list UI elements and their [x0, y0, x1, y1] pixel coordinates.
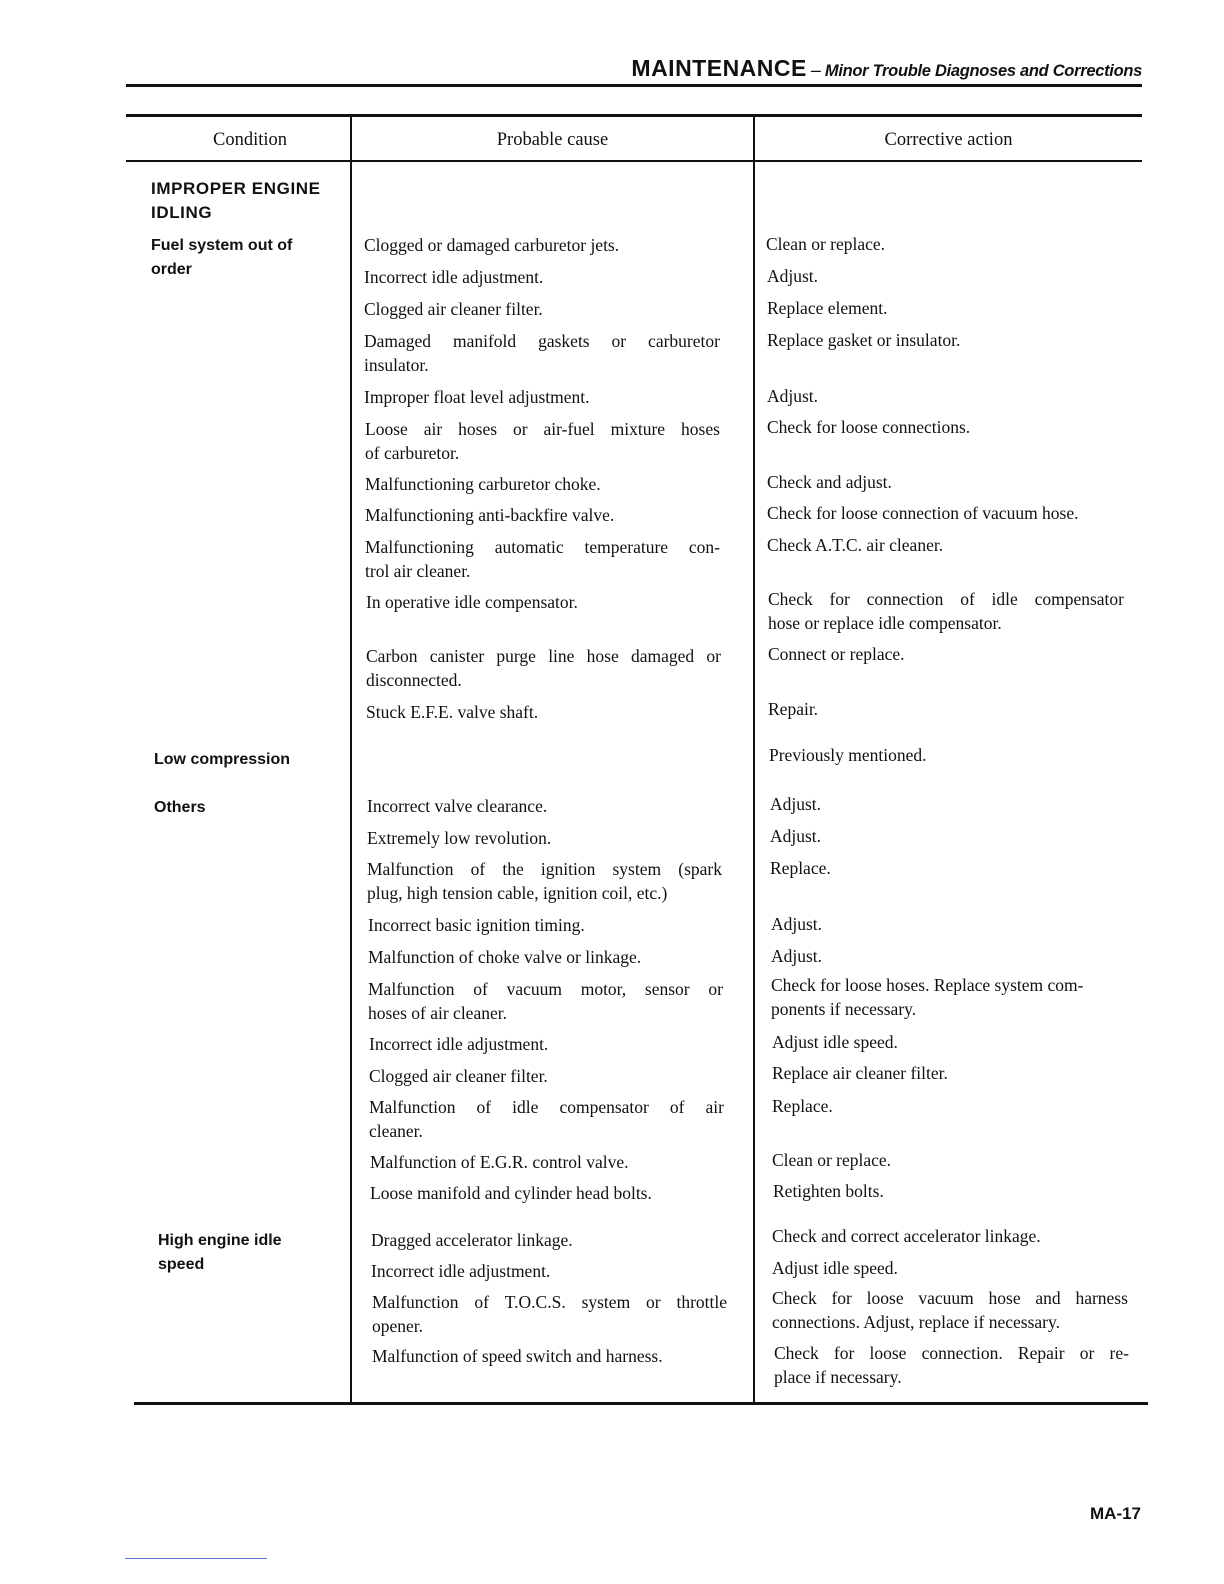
- word: automatic: [494, 537, 564, 557]
- action-text: Clean or replace.: [772, 1150, 892, 1170]
- word: gaskets: [538, 331, 590, 351]
- cause-line: [365, 535, 720, 559]
- word: re-: [1109, 1343, 1129, 1363]
- word: or: [513, 419, 528, 439]
- section-title: MAINTENANCE: [631, 55, 807, 81]
- word: manifold: [452, 331, 517, 351]
- word: air: [423, 419, 443, 439]
- action-text: Clean or replace.: [766, 234, 886, 254]
- action-text: Check and adjust.: [767, 472, 892, 492]
- word: Repair: [1017, 1343, 1065, 1363]
- word: con-: [688, 537, 720, 557]
- cause-line: [364, 329, 720, 353]
- action-line: hose or replace idle compensator.: [768, 613, 1002, 633]
- action-text: Previously mentioned.: [769, 745, 927, 765]
- cause-line: trol air cleaner.: [365, 561, 471, 581]
- cause-text: Dragged accelerator linkage.: [371, 1230, 573, 1250]
- action-cell: [771, 973, 1127, 1021]
- word: connection: [866, 589, 944, 609]
- word: of: [476, 1097, 492, 1117]
- word: motor,: [580, 979, 627, 999]
- column-divider-2: [753, 116, 755, 1403]
- word: of: [960, 589, 975, 609]
- condition-others: Others: [154, 799, 206, 816]
- cause-text: Loose manifold and cylinder head bolts.: [370, 1183, 652, 1203]
- action-cell: [772, 1286, 1128, 1334]
- word: loose: [869, 1343, 907, 1363]
- word: or: [1079, 1343, 1095, 1363]
- word: purge: [496, 646, 536, 666]
- action-text: Connect or replace.: [768, 644, 905, 664]
- word: air-fuel: [543, 419, 595, 439]
- word: temperature: [584, 537, 669, 557]
- cause-text: Malfunctioning anti-backfire valve.: [365, 505, 615, 525]
- action-text: Adjust.: [771, 946, 823, 966]
- action-text: Adjust.: [767, 386, 819, 406]
- action-cell: [768, 587, 1124, 635]
- column-divider-1: [350, 116, 352, 1403]
- condition-high-idle-line1: High engine idle: [158, 1232, 282, 1249]
- action-text: Adjust idle speed.: [772, 1258, 898, 1278]
- cause-text: Clogged air cleaner filter.: [369, 1066, 548, 1086]
- cause-line: hoses of air cleaner.: [368, 1003, 507, 1023]
- action-text: Adjust.: [770, 794, 822, 814]
- word: hose: [586, 646, 619, 666]
- word: or: [708, 979, 723, 999]
- word: of: [473, 979, 488, 999]
- word: carburetor: [648, 331, 720, 351]
- action-line: Check for loose hoses. Replace system com-: [771, 975, 1084, 995]
- action-line: [768, 587, 1124, 611]
- cause-line: disconnected.: [366, 670, 462, 690]
- word: ignition: [540, 859, 596, 879]
- action-text: Replace.: [772, 1096, 833, 1116]
- word: Malfunction: [372, 1292, 459, 1312]
- word: or: [611, 331, 627, 351]
- action-text: Adjust.: [767, 266, 819, 286]
- cause-line: [366, 644, 721, 668]
- page-number: MA-17: [1090, 1504, 1142, 1523]
- word: line: [548, 646, 575, 666]
- word: idle: [991, 589, 1018, 609]
- footer-rule: [125, 1558, 267, 1559]
- word: harness: [1075, 1288, 1128, 1308]
- condition-fuel-system-line2: order: [151, 261, 192, 278]
- cause-line: [368, 977, 723, 1001]
- word: Carbon: [366, 646, 418, 666]
- cause-line: [367, 857, 722, 881]
- word: the: [502, 859, 524, 879]
- action-text: Retighten bolts.: [773, 1181, 884, 1201]
- word: or: [646, 1292, 661, 1312]
- word: and: [1035, 1288, 1061, 1308]
- word: for: [829, 589, 850, 609]
- word: Damaged: [364, 331, 432, 351]
- cause-text: Malfunction of speed switch and harness.: [372, 1346, 663, 1366]
- cause-text: Malfunction of E.G.R. control valve.: [370, 1152, 629, 1172]
- word: vacuum: [918, 1288, 974, 1308]
- cause-cell: [365, 417, 720, 465]
- word: system: [581, 1292, 631, 1312]
- action-text: Adjust.: [770, 826, 822, 846]
- action-text: Replace air cleaner filter.: [772, 1063, 948, 1083]
- word: Check: [772, 1288, 817, 1308]
- cause-text: Incorrect idle adjustment.: [364, 267, 544, 287]
- action-line: place if necessary.: [774, 1367, 902, 1387]
- cause-cell: [364, 329, 720, 377]
- word: Check: [774, 1343, 819, 1363]
- word: air: [705, 1097, 724, 1117]
- word: Check: [768, 589, 813, 609]
- cause-line: [372, 1290, 727, 1314]
- cause-text: Incorrect valve clearance.: [367, 796, 548, 816]
- cause-text: Clogged air cleaner filter.: [364, 299, 543, 319]
- word: (spark: [678, 859, 722, 879]
- action-line: [774, 1341, 1129, 1365]
- word: loose: [866, 1288, 904, 1308]
- cause-cell: [366, 644, 721, 692]
- cause-text: Stuck E.F.E. valve shaft.: [366, 702, 539, 722]
- action-text: Check and correct accelerator linkage.: [772, 1226, 1041, 1246]
- table-bottom-rule: [134, 1402, 1148, 1405]
- word: of: [474, 1292, 489, 1312]
- cause-text: Incorrect idle adjustment.: [371, 1261, 551, 1281]
- action-text: Replace.: [770, 858, 831, 878]
- word: Malfunction: [369, 1097, 456, 1117]
- word: Malfunction: [367, 859, 454, 879]
- word: for: [831, 1288, 852, 1308]
- cause-text: In operative idle compensator.: [366, 592, 578, 612]
- word: hoses: [681, 419, 720, 439]
- condition-high-idle-line2: speed: [158, 1256, 205, 1273]
- cause-line: insulator.: [364, 355, 429, 375]
- cause-line: [365, 417, 720, 441]
- column-header-probable-cause: Probable cause: [496, 130, 609, 150]
- action-text: Check for loose connection of vacuum hose.: [767, 503, 1079, 523]
- condition-fuel-system-line1: Fuel system out of: [151, 237, 293, 254]
- word: hose: [988, 1288, 1021, 1308]
- word: Malfunctioning: [365, 537, 474, 557]
- word: sensor: [644, 979, 690, 999]
- cause-text: Incorrect idle adjustment.: [369, 1034, 549, 1054]
- word: idle: [512, 1097, 539, 1117]
- word: of: [669, 1097, 685, 1117]
- action-text: Check A.T.C. air cleaner.: [767, 535, 944, 555]
- word: vacuum: [506, 979, 562, 999]
- word: Malfunction: [368, 979, 455, 999]
- cause-cell: [368, 977, 723, 1025]
- word: hoses: [458, 419, 498, 439]
- header-rule: [126, 84, 1142, 87]
- section-subtitle: Minor Trouble Diagnoses and Corrections: [824, 62, 1142, 80]
- cause-text: Malfunction of choke valve or linkage.: [368, 947, 642, 967]
- cause-text: Incorrect basic ignition timing.: [368, 915, 585, 935]
- cause-text: Malfunctioning carburetor choke.: [365, 474, 601, 494]
- cause-text: Clogged or damaged carburetor jets.: [364, 235, 620, 255]
- cause-line: plug, high tension cable, ignition coil, etc.): [367, 883, 668, 903]
- column-header-condition: Condition: [212, 130, 287, 150]
- action-line: connections. Adjust, replace if necessary.: [772, 1312, 1060, 1332]
- word: T.O.C.S.: [504, 1292, 566, 1312]
- cause-cell: [365, 535, 720, 583]
- condition-low-compression: Low compression: [154, 751, 291, 768]
- word: throttle: [676, 1292, 727, 1312]
- column-header-corrective-action: Corrective action: [884, 130, 1013, 150]
- action-text: Adjust.: [771, 914, 823, 934]
- cause-line: opener.: [372, 1316, 424, 1336]
- action-text: Check for loose connections.: [767, 417, 971, 437]
- word: connection.: [921, 1343, 1003, 1363]
- cause-text: Improper float level adjustment.: [364, 387, 590, 407]
- word: of: [470, 859, 486, 879]
- action-line: ponents if necessary.: [771, 999, 917, 1019]
- word: compensator: [1034, 589, 1124, 609]
- word: damaged: [630, 646, 695, 666]
- action-text: Replace gasket or insulator.: [767, 330, 961, 350]
- table-top-rule: [126, 114, 1142, 117]
- cause-cell: [367, 857, 722, 905]
- action-text: Adjust idle speed.: [772, 1032, 898, 1052]
- word: for: [833, 1343, 855, 1363]
- page-header: [126, 55, 1142, 85]
- action-line: [772, 1286, 1128, 1310]
- cause-line: of carburetor.: [365, 443, 460, 463]
- condition-improper-idling-line1: IMPROPER ENGINE: [151, 179, 321, 198]
- table-header-rule: [126, 160, 1142, 162]
- action-text: Replace element.: [767, 298, 888, 318]
- cause-line: cleaner.: [369, 1121, 423, 1141]
- header-dash: –: [810, 60, 821, 80]
- word: or: [706, 646, 721, 666]
- word: system: [612, 859, 662, 879]
- action-text: Repair.: [768, 699, 819, 719]
- cause-text: Extremely low revolution.: [367, 828, 552, 848]
- word: compensator: [559, 1097, 649, 1117]
- cause-cell: [372, 1290, 727, 1338]
- cause-line: [369, 1095, 724, 1119]
- word: canister: [429, 646, 485, 666]
- word: mixture: [610, 419, 666, 439]
- action-cell: [774, 1341, 1129, 1389]
- word: Loose: [365, 419, 408, 439]
- condition-improper-idling-line2: IDLING: [151, 203, 213, 222]
- cause-cell: [369, 1095, 724, 1143]
